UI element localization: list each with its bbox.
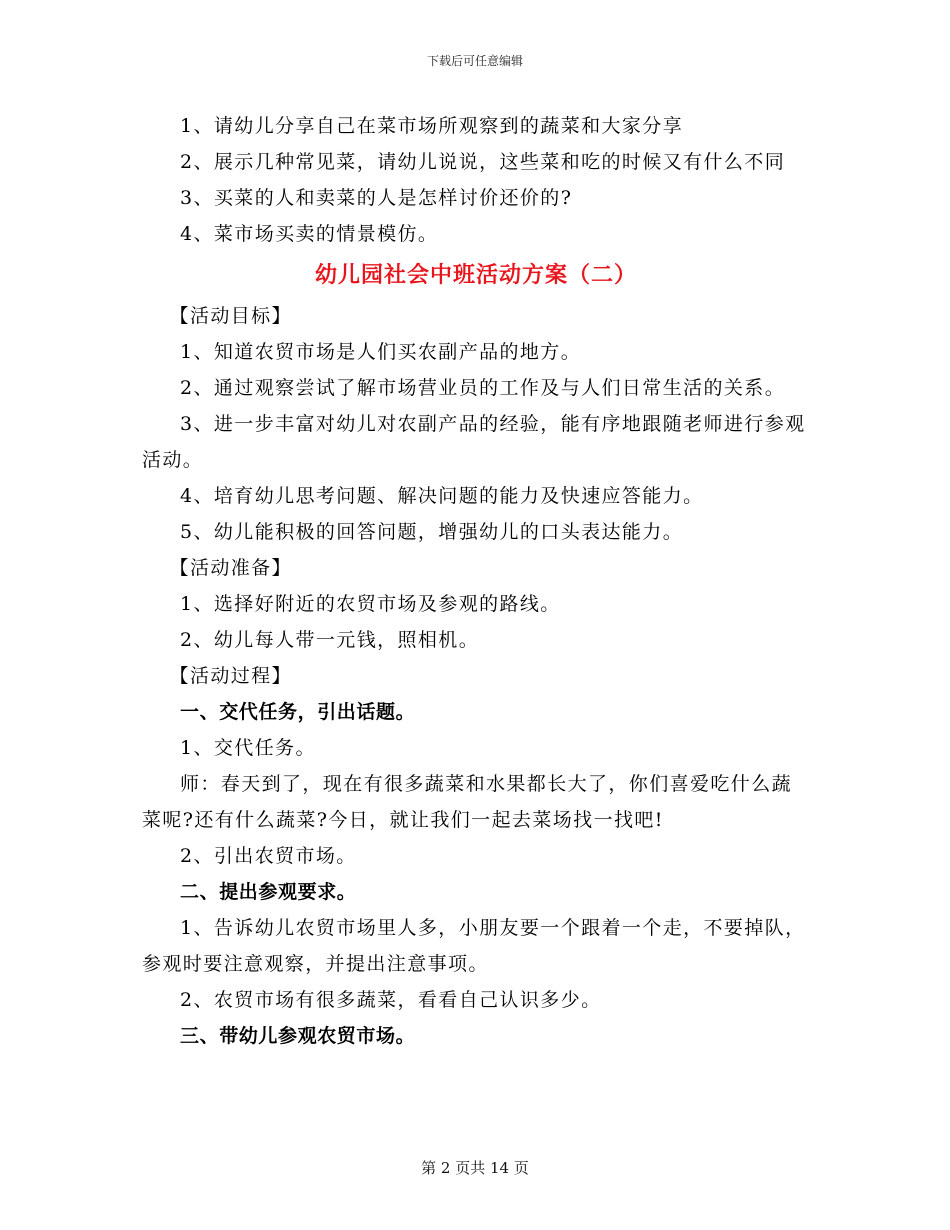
prep-heading: 【活动准备】 [169,557,292,579]
intro-item-2: 2、展示几种常见菜，请幼儿说说，这些菜和吃的时候又有什么不同 [180,151,786,173]
step1-item-2: 师：春天到了，现在有很多蔬菜和水果都长大了，你们喜爱吃什么蔬菜呢?还有什么蔬菜?今日，就让我们一起去菜场找一找吧! [142,773,793,831]
page-header: 下载后可任意编辑 [426,54,523,68]
step1-item-3: 2、引出农贸市场。 [180,845,357,867]
step2-item-1: 1、告诉幼儿农贸市场里人多，小朋友要一个跟着一个走，不要掉队，参观时要注意观察，并提出注意事项。 [142,917,806,975]
goal-item-5: 5、幼儿能积极的回答问题，增强幼儿的口头表达能力。 [180,521,684,543]
intro-item-4: 4、菜市场买卖的情景模仿。 [180,223,439,245]
step3-title: 三、带幼儿参观农贸市场。 [180,1025,416,1047]
section-title: 幼儿园社会中班活动方案（二） [314,262,637,288]
prep-item-2: 2、幼儿每人带一元钱，照相机。 [180,629,480,651]
process-heading: 【活动过程】 [169,665,292,687]
page-footer: 第 2 页共 14 页 [421,1159,529,1177]
prep-item-1: 1、选择好附近的农贸市场及参观的路线。 [180,593,561,615]
step1-item-1: 1、交代任务。 [180,737,316,759]
goals-heading: 【活动目标】 [169,305,292,327]
step1-title: 一、交代任务，引出话题。 [180,701,416,723]
goal-item-2: 2、通过观察尝试了解市场营业员的工作及与人们日常生活的关系。 [180,377,786,399]
intro-item-1: 1、请幼儿分享自己在菜市场所观察到的蔬菜和大家分享 [180,115,684,137]
goal-item-3: 3、进一步丰富对幼儿对农副产品的经验，能有序地跟随老师进行参观活动。 [142,413,806,471]
step2-item-2: 2、农贸市场有很多蔬菜，看看自己认识多少。 [180,989,602,1011]
step2-title: 二、提出参观要求。 [180,881,357,903]
goal-item-1: 1、知道农贸市场是人们买农副产品的地方。 [180,341,582,363]
page-content [142,108,810,1054]
intro-item-3: 3、买菜的人和卖菜的人是怎样讨价还价的? [180,187,573,209]
goal-item-4: 4、培育幼儿思考问题、解决问题的能力及快速应答能力。 [180,485,704,507]
